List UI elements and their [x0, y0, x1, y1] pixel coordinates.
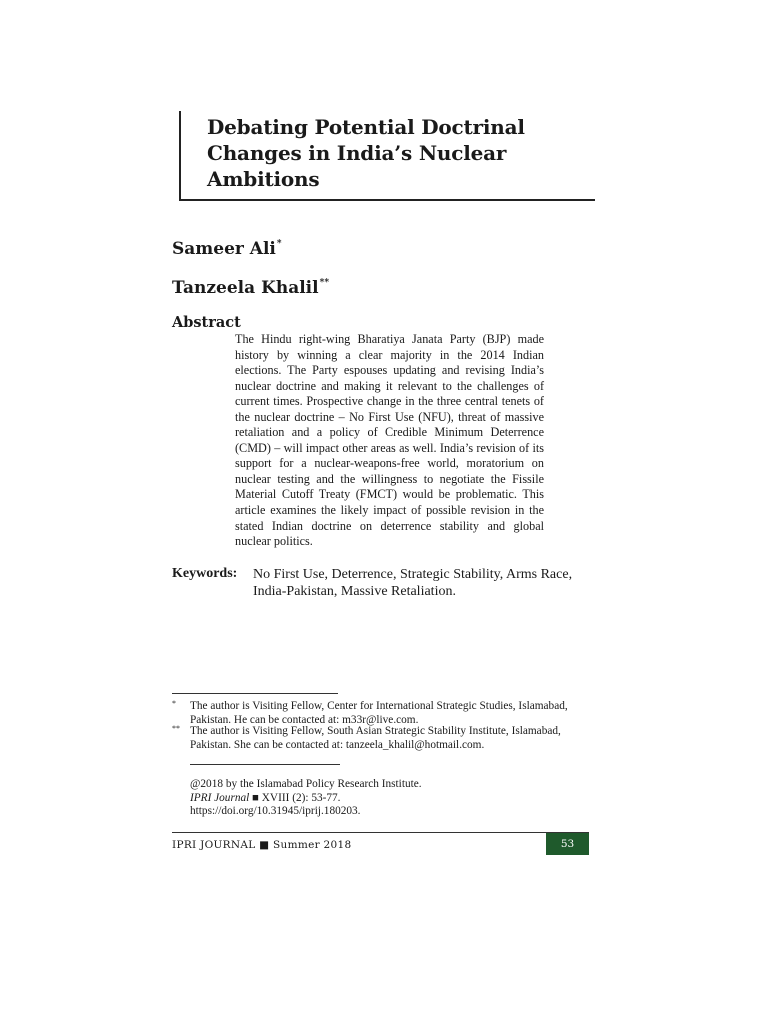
journal-issue-line: [190, 792, 590, 806]
author-2-footnote-mark: **: [319, 278, 330, 288]
journal-name: IPRI Journal: [190, 791, 250, 804]
author-1: [172, 239, 282, 259]
author-1-name: Sameer Ali: [172, 239, 276, 259]
journal-issue: ■ XVIII (2): 53-77.: [249, 791, 341, 804]
copyright-block: [190, 778, 590, 819]
doi-link[interactable]: https://doi.org/10.31945/iprij.180203.: [190, 805, 361, 817]
footnote-1: [172, 700, 592, 727]
author-2-name: Tanzeela Khalil: [172, 278, 319, 298]
footnote-2-mark: **: [172, 724, 180, 733]
keywords-text: No First Use, Deterrence, Strategic Stability, Arms Race, India-Pakistan, Massive Retaliation.: [253, 567, 573, 599]
title-box-vertical-rule: [179, 111, 181, 201]
footnote-1-text: The author is Visiting Fellow, Center for International Strategic Studies, Islamabad, Pakistan. He can be contacted at: m33r@live.com.: [190, 700, 568, 726]
keywords-label: Keywords:: [172, 566, 238, 581]
footer-rule: [172, 832, 589, 833]
footnote-2: [172, 725, 592, 752]
running-footer: IPRI JOURNAL ■ Summer 2018: [172, 839, 352, 851]
footnote-rule: [172, 693, 338, 694]
author-2: [172, 278, 329, 298]
abstract-heading: Abstract: [172, 314, 241, 331]
footnote-1-mark: *: [172, 699, 176, 708]
footnote-2-text: The author is Visiting Fellow, South Asian Strategic Stability Institute, Islamabad, Pakistan. She can be contacted at: tanzeela_khalil@hotmail.com.: [190, 725, 561, 751]
article-title: Debating Potential Doctrinal Changes in India’s Nuclear Ambitions: [207, 115, 525, 191]
copyright-rule: [190, 764, 340, 765]
copyright-line: @2018 by the Islamabad Policy Research Institute.: [190, 778, 422, 790]
title-box-horizontal-rule: [179, 199, 595, 201]
abstract-body: The Hindu right-wing Bharatiya Janata Party (BJP) made history by winning a clear majority in the 2014 Indian elections. The Party espouses updating and revising India’s nuclear doctrine and making it relevant to the challenges of current times. Prospective change in the three central tenets of the nuclear doctrine – No First Use (NFU), threat of massive retaliation and a policy of Credible Minimum Deterrence (CMD) – will impact other areas as well. India’s revision of its support for a nuclear-weapons-free world, moratorium on nuclear testing and the willingness to negotiate the Fissile Material Cutoff Treaty (FMCT) would be problematic. This article examines the likely impact of possible revision in the stated Indian doctrine on deterrence stability and global nuclear politics.: [235, 332, 544, 549]
page-number-badge: 53: [546, 833, 589, 855]
author-1-footnote-mark: *: [276, 239, 282, 249]
